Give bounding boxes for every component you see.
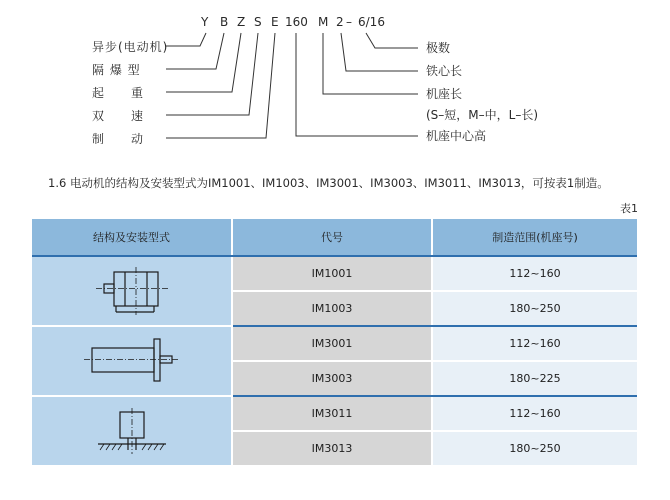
figure-cell bbox=[32, 326, 232, 396]
flange-mounted-motor-icon bbox=[80, 336, 184, 386]
label-center-height: 机座中心高 bbox=[426, 129, 487, 143]
range-cell: 180~225 bbox=[432, 361, 637, 396]
label-two-speed: 双 速 bbox=[92, 109, 145, 123]
code-cell: IM3013 bbox=[232, 431, 432, 466]
vertical-flange-motor-icon bbox=[92, 406, 172, 456]
table-header-row bbox=[32, 219, 637, 256]
code-letter-s: S bbox=[254, 15, 262, 29]
foot-mounted-motor-icon bbox=[92, 266, 172, 316]
table-row bbox=[32, 326, 637, 361]
label-explosion-proof: 隔 爆 型 bbox=[92, 63, 141, 77]
table-number: 表1 bbox=[620, 202, 638, 215]
table-row bbox=[32, 396, 637, 431]
mounting-spec-table bbox=[32, 219, 637, 467]
code-letter-b: B bbox=[220, 15, 229, 29]
code-cell: IM3011 bbox=[232, 396, 432, 431]
left-leader-lines bbox=[166, 33, 275, 138]
code-letter-z: Z bbox=[237, 15, 246, 29]
model-code-diagram bbox=[0, 0, 670, 160]
label-poles: 极数 bbox=[426, 41, 451, 55]
range-cell: 180~250 bbox=[432, 431, 637, 466]
header-structure: 结构及安装型式 bbox=[32, 219, 232, 256]
header-range: 制造范围(机座号) bbox=[432, 219, 637, 256]
code-cell: IM3001 bbox=[232, 326, 432, 361]
label-brake: 制 动 bbox=[92, 132, 145, 146]
paragraph-mounting-types: 1.6 电动机的结构及安装型式为IM1001、IM1003、IM3001、IM3003、IM3011、IM3013，可按表1制造。 bbox=[48, 176, 609, 190]
code-letter-m: M bbox=[318, 15, 329, 29]
figure-cell bbox=[32, 256, 232, 326]
code-digit-2: 2 bbox=[336, 15, 344, 29]
code-dash: – bbox=[346, 15, 352, 29]
table-row bbox=[32, 256, 637, 291]
range-cell: 112~160 bbox=[432, 396, 637, 431]
figure-cell bbox=[32, 396, 232, 466]
code-cell: IM1003 bbox=[232, 291, 432, 326]
header-code: 代号 bbox=[232, 219, 432, 256]
code-frame-height: 160 bbox=[285, 15, 308, 29]
label-async-motor: 异步(电动机) bbox=[92, 40, 169, 54]
label-frame-length: 机座长 bbox=[426, 87, 463, 101]
code-letter-y: Y bbox=[201, 15, 209, 29]
label-length-legend: (S–短，M–中，L–长) bbox=[426, 108, 539, 122]
label-core-length: 铁心长 bbox=[426, 64, 463, 78]
range-cell: 180~250 bbox=[432, 291, 637, 326]
range-cell: 112~160 bbox=[432, 326, 637, 361]
code-poles: 6/16 bbox=[358, 15, 385, 29]
code-letter-e: E bbox=[271, 15, 279, 29]
right-leader-lines bbox=[296, 33, 418, 136]
range-cell: 112~160 bbox=[432, 256, 637, 291]
code-cell: IM1001 bbox=[232, 256, 432, 291]
label-hoist: 起 重 bbox=[92, 86, 145, 100]
code-cell: IM3003 bbox=[232, 361, 432, 396]
